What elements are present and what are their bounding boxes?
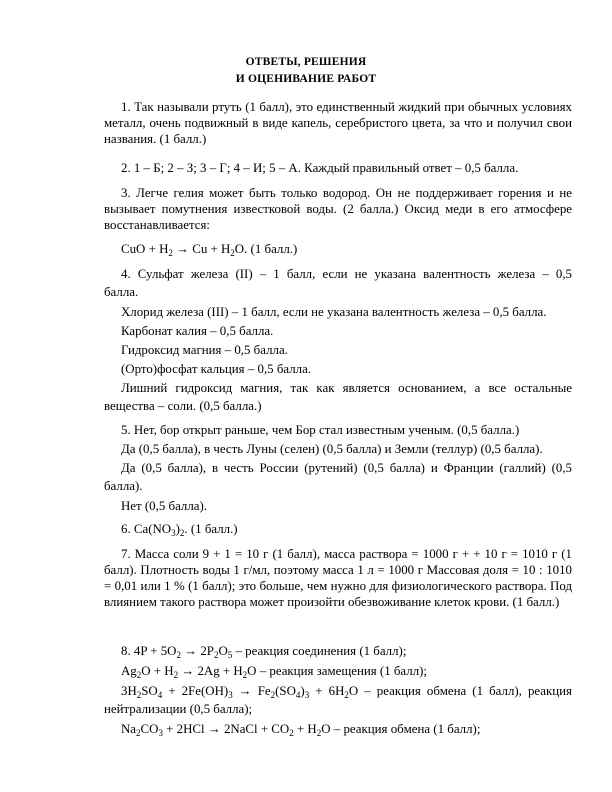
answer-5-line-1: 5. Нет, бор открыт раньше, чем Бор стал известным ученым. (0,5 балла.) (121, 423, 520, 437)
answer-8-equation-3-cont: нейтрализации (0,5 балла); (104, 702, 253, 716)
answer-4-line-6-cont: вещества – соли. (0,5 балла.) (104, 399, 262, 413)
answer-7: 7. Масса соли 9 + 1 = 10 г (1 балл), масса раствора = 1000 г + + 10 г = 1010 г (1 балл). Плотность воды 1 г/мл, поэтому масса 1 л = 1000 г Массовая доля = 10 : 1010 = 0,01 или 1 % (1 балл); это больше, чем нужно для физиологического раствора. Под влиянием такого раствора может произойти обезвоживание клеток крови. (1 балл.) (104, 547, 572, 609)
answer-4-line-1: 4. Сульфат железа (II) – 1 балл, если не указана валентность железа – 0,5 (121, 267, 572, 281)
answer-6: 6. $Ca(NO_3)_2$. (1 балл.) (121, 522, 238, 538)
answer-4-line-5: (Орто)фосфат кальция – 0,5 балла. (121, 362, 312, 376)
answer-2: 2. 1 – Б; 2 – З; 3 – Г; 4 – И; 5 – А. Каждый правильный ответ – 0,5 балла. (121, 161, 519, 175)
answer-5-line-2: Да (0,5 балла), в честь Луны (селен) (0,5 балла) и Земли (теллур) (0,5 балла). (121, 442, 543, 456)
answer-5-line-4: Нет (0,5 балла). (121, 499, 208, 513)
answer-3: 3. Легче гелия может быть только водород. Он не поддерживает горения и не вызывает помутнения известковой воды. (2 балла.) Оксид меди в его атмосфере восстанавливается: (104, 186, 572, 232)
answer-1: 1. Так называли ртуть (1 балл), это единственный жидкий при обычных условиях металл, очень подвижный в виде капель, серебристого цвета, за что и получил свои названия. (1 балл.) (104, 100, 572, 146)
answer-4-line-3: Карбонат калия – 0,5 балла. (121, 324, 274, 338)
answer-8-equation-4: $Na_2CO_3 + 2HCl$ → 2NaCl + $CO_2 + H_2O$ – реакция обмена (1 балл); (121, 722, 481, 738)
answer-5-line-3: Да (0,5 балла), в честь России (рутений) (0,5 балла) и Франции (галлий) (0,5 (121, 461, 572, 475)
answer-5-line-3-cont: балла). (104, 479, 143, 493)
answer-8-equation-1: 8. $4P + 5O_2 \to 2P_2O_5$ – реакция соединения (1 балл); (121, 644, 407, 660)
answer-4-line-4: Гидроксид магния – 0,5 балла. (121, 343, 288, 357)
answer-4-line-6: Лишний гидроксид магния, так как является основанием, а все остальные (121, 381, 572, 395)
title-line-1: ОТВЕТЫ, РЕШЕНИЯ (245, 56, 367, 68)
answer-4-line-2: Хлорид железа (III) – 1 балл, если не указана валентность железа – 0,5 балла. (121, 305, 547, 319)
answer-8-equation-2: $Ag_2O + H_2 \to 2Ag + H_2O$ – реакция замещения (1 балл); (121, 664, 428, 680)
answer-4-line-1-cont: балла. (104, 285, 139, 299)
answer-3-equation: CuO + $H_2 \to Cu + H_2O$. (1 балл.) (121, 242, 298, 258)
title-line-2: И ОЦЕНИВАНИЕ РАБОТ (235, 73, 377, 85)
answer-8-equation-3: $3H_2SO_4 + 2Fe(OH)_3 \to Fe_2(SO_4)_3 + 6H_2O$ – реакция обмена (1 балл), реакция (121, 684, 572, 700)
